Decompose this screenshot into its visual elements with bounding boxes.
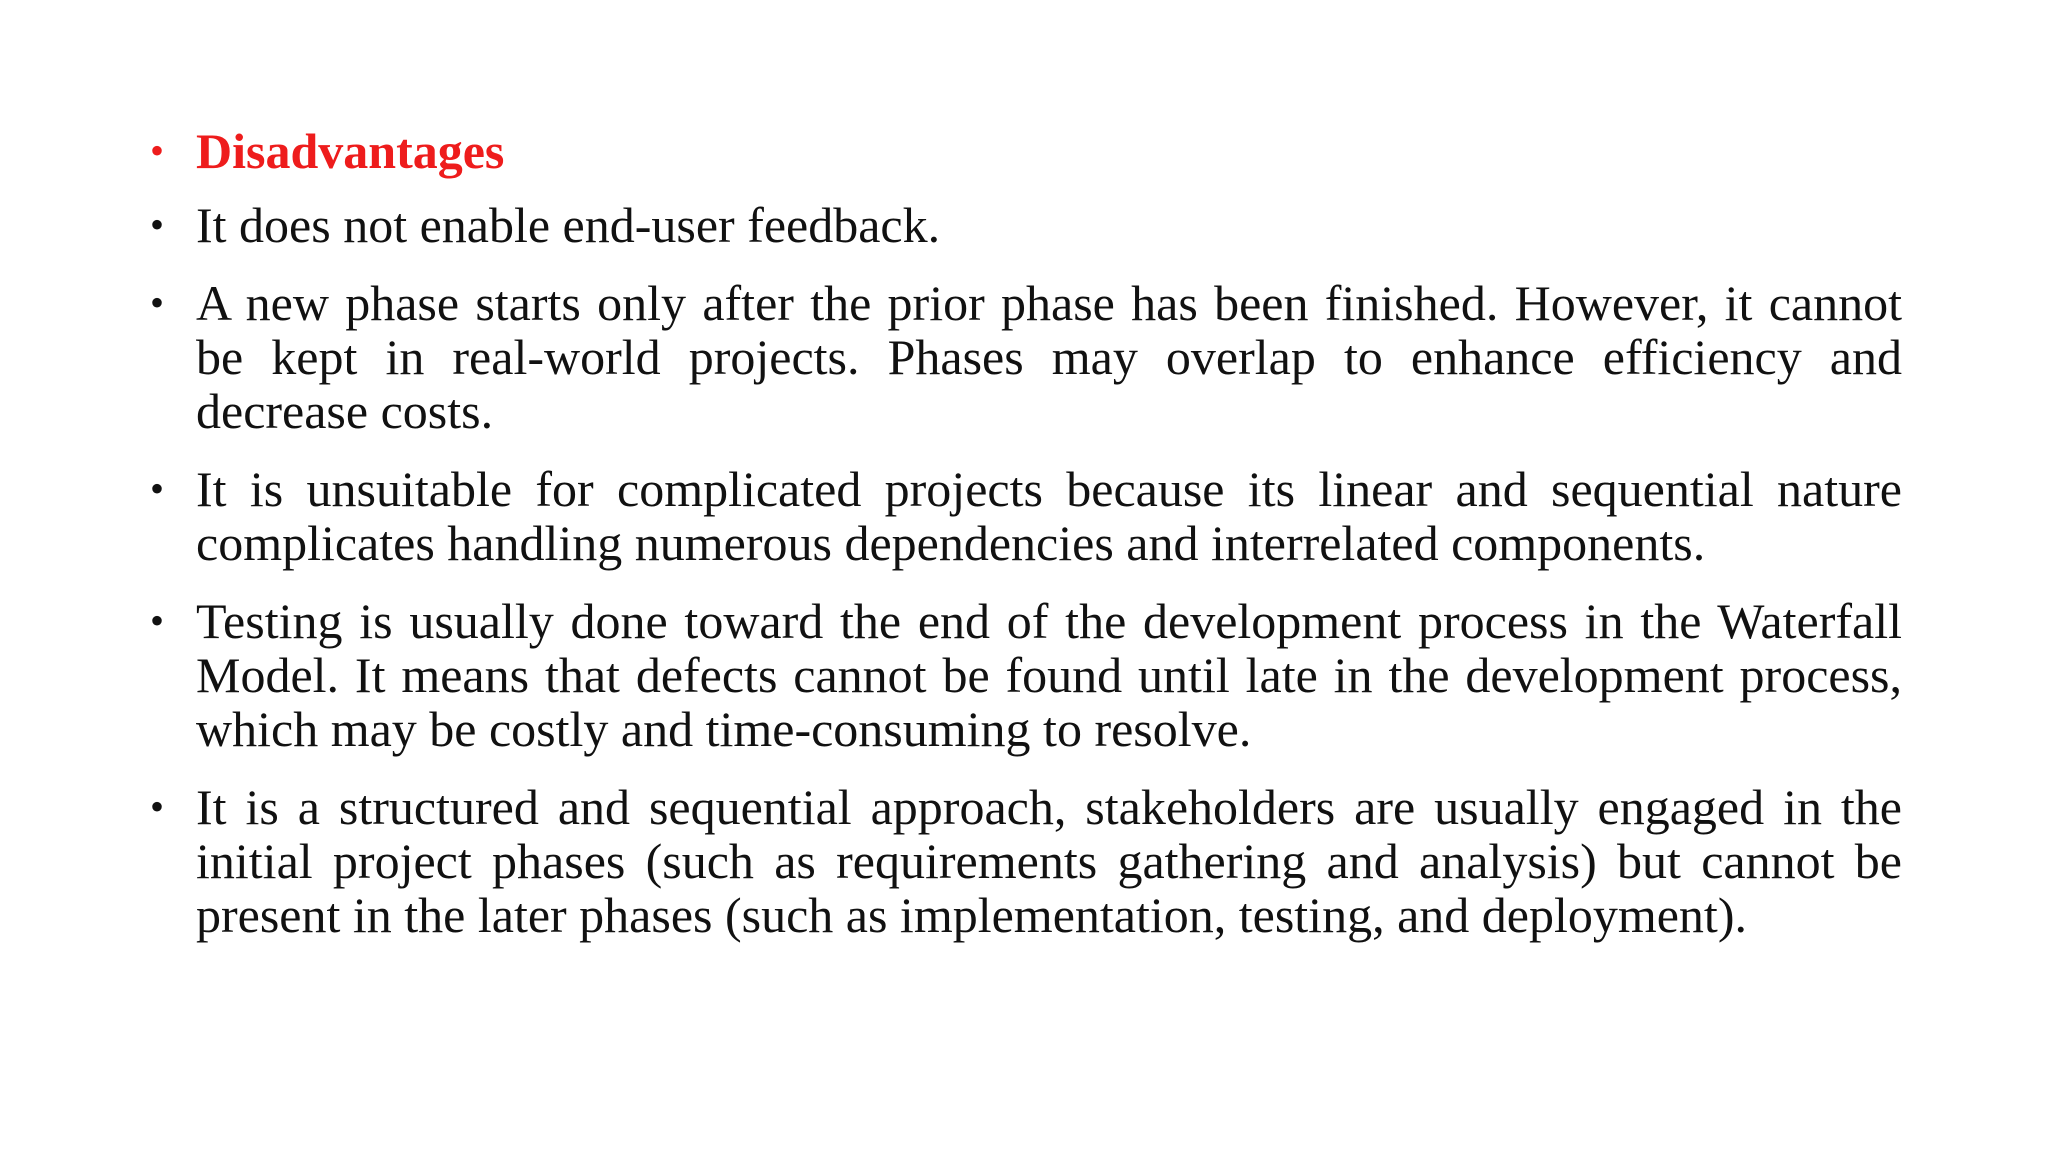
bullet-list: [150, 124, 1902, 966]
bullet-icon: •: [150, 280, 165, 325]
bullet-icon: •: [150, 202, 165, 247]
bullet-icon: •: [150, 466, 165, 511]
bullet-text: It is a structured and sequential approach, stakeholders are usually engaged in the initial project phases (such as requirements gathering and analysis) but cannot be present in the later phases (such as implementation, testing, and deployment).: [196, 779, 1902, 943]
bullet-item-testing: [150, 594, 1902, 756]
bullet-icon: •: [150, 598, 165, 643]
bullet-text: It is unsuitable for complicated projects because its linear and sequential nature complicates handling numerous dependencies and interrelated components.: [196, 461, 1902, 571]
bullet-item-complicated-projects: [150, 462, 1902, 570]
bullet-icon: •: [150, 784, 165, 829]
bullet-text: A new phase starts only after the prior phase has been finished. However, it cannot be kept in real-world projects. Phases may overlap to enhance efficiency and decrease costs.: [196, 275, 1902, 439]
bullet-text: Testing is usually done toward the end of the development process in the Waterfall Model. It means that defects cannot be found until late in the development process, which may be costly and time-consuming to resolve.: [196, 593, 1902, 757]
bullet-heading-disadvantages: [150, 124, 1902, 178]
bullet-text: It does not enable end-user feedback.: [196, 197, 941, 253]
section-heading: Disadvantages: [196, 123, 505, 179]
bullet-item-stakeholders: [150, 780, 1902, 942]
bullet-item-phases: [150, 276, 1902, 438]
bullet-item-feedback: [150, 198, 1902, 252]
bullet-icon: •: [150, 128, 165, 173]
